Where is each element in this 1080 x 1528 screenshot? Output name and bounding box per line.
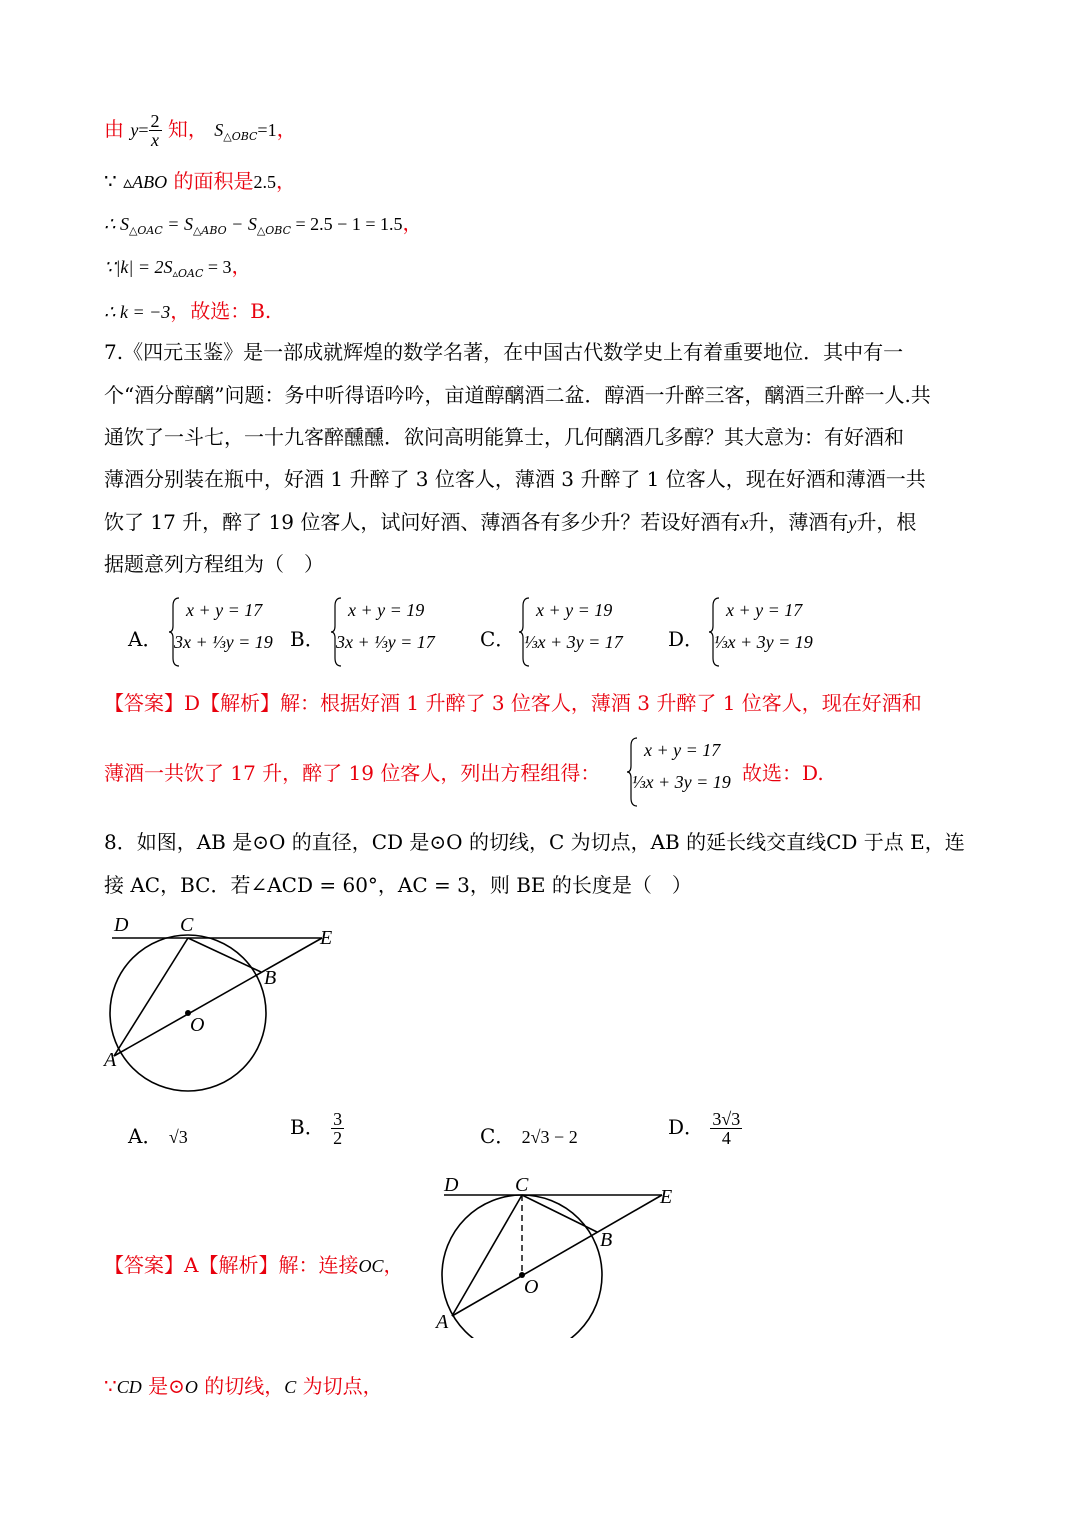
q7-option-a-label: A． bbox=[128, 627, 163, 651]
math-part: = S bbox=[162, 214, 193, 234]
option-value: 2√3 − 2 bbox=[521, 1127, 578, 1147]
math-part: = 2.5 − 1 = 1.5 bbox=[291, 214, 403, 234]
option-label: C． bbox=[480, 1124, 516, 1148]
q7-line-5 bbox=[104, 509, 916, 536]
fraction-numerator: 2 bbox=[150, 111, 160, 131]
label-e: E bbox=[320, 927, 333, 949]
math-part: ∵|k| = 2S bbox=[104, 257, 173, 277]
comma: ， bbox=[231, 254, 252, 278]
math-o: O bbox=[184, 1377, 198, 1397]
math-triangle-abo: ▵ABO bbox=[123, 172, 168, 192]
q8-answer-figure bbox=[432, 1168, 682, 1338]
text: 【答案】A【解析】解：连接 bbox=[104, 1253, 359, 1277]
math-y: y bbox=[848, 513, 857, 533]
label-a: A bbox=[436, 1311, 449, 1333]
fraction-numerator: 3 bbox=[333, 1109, 343, 1129]
equation-1: x + y = 17 bbox=[644, 740, 721, 760]
math-value: =1 bbox=[257, 120, 277, 140]
math-sub-obc: △OBC bbox=[223, 130, 258, 143]
segment-cb bbox=[188, 938, 261, 972]
segment-ac bbox=[452, 1195, 522, 1316]
q7-line-1: 7.《四元玉鉴》是一部成就辉煌的数学名著，在中国古代数学史上有着重要地位．其中有一 bbox=[104, 340, 904, 364]
math-S: S bbox=[214, 120, 224, 140]
text-zhi: 知， bbox=[167, 117, 208, 141]
math-eq: = bbox=[138, 120, 149, 140]
q7-option-a-system bbox=[168, 596, 288, 668]
q7-answer-line-2: 薄酒一共饮了 17 升，醉了 19 位客人，列出方程组得： bbox=[104, 761, 601, 785]
segment-ae bbox=[114, 938, 322, 1056]
math-c: C bbox=[284, 1377, 297, 1397]
label-b: B bbox=[264, 967, 277, 989]
math-x: x bbox=[740, 513, 749, 533]
q8-answer-line-1 bbox=[104, 1252, 403, 1279]
comma: ， bbox=[276, 117, 297, 141]
solution-line-1 bbox=[104, 112, 297, 150]
math-part: − S bbox=[226, 214, 257, 234]
equation-2: ⅓x + 3y = 19 bbox=[632, 772, 731, 792]
math-sub: △ABO bbox=[192, 224, 227, 237]
option-label: D． bbox=[668, 1115, 705, 1139]
text-area: 的面积是 bbox=[167, 169, 254, 193]
math-sub: △OBC bbox=[256, 224, 292, 237]
segment-ac bbox=[114, 938, 188, 1056]
q8-line-1: 8．如图，AB 是⊙O 的直径，CD 是⊙O 的切线，C 为切点，AB 的延长线交直线CD 于点 E，连 bbox=[104, 830, 965, 854]
q7-line-2: 个“酒分醇醨”问题：务中听得语吟吟，亩道醇醨酒二盆．醇酒一升醉三客，醨酒三升醉一人.共 bbox=[104, 383, 931, 407]
q8-answer-line-2 bbox=[104, 1373, 383, 1400]
math-sub: ▵OAC bbox=[172, 267, 204, 280]
equation-2: ⅓x + 3y = 17 bbox=[524, 632, 623, 652]
q7-answer-line-1: 【答案】D【解析】解：根据好酒 1 升醉了 3 位客人，薄酒 3 升醉了 1 位客人，现在好酒和 bbox=[104, 691, 922, 715]
label-b: B bbox=[600, 1229, 613, 1251]
q7-line-3: 通饮了一斗七，一十九客醉醺醺．欲问高明能算士，几何醨酒几多醇？其大意为：有好酒和 bbox=[104, 425, 904, 449]
equation-2: 3x + ⅓y = 19 bbox=[174, 632, 273, 652]
q7-answer-choice: 故选：D. bbox=[742, 761, 824, 785]
comma: ， bbox=[275, 169, 296, 193]
label-o: O bbox=[190, 1014, 205, 1036]
fraction-denominator: x bbox=[151, 130, 160, 150]
text: 是⊙ bbox=[141, 1374, 185, 1398]
q8-option-d bbox=[668, 1110, 742, 1147]
q7-option-c-label: C． bbox=[480, 627, 516, 651]
q7-option-b-label: B． bbox=[290, 627, 325, 651]
option-label: A． bbox=[128, 1124, 163, 1148]
fraction-2-over-x bbox=[149, 112, 162, 149]
q7-line-4: 薄酒分别装在瓶中，好酒 1 升醉了 3 位客人，薄酒 3 升醉了 1 位客人，现在好酒和薄酒一共 bbox=[104, 467, 926, 491]
equation-1: x + y = 17 bbox=[726, 600, 803, 620]
q7-option-b-system bbox=[330, 596, 450, 668]
solution-line-3 bbox=[104, 210, 422, 244]
q8-figure bbox=[100, 908, 350, 1093]
comma: ， bbox=[402, 211, 423, 235]
label-c: C bbox=[180, 914, 194, 936]
equation-2: ⅓x + 3y = 19 bbox=[714, 632, 813, 652]
text: 升，薄酒有 bbox=[748, 510, 849, 534]
q8-option-a bbox=[128, 1120, 188, 1149]
fraction-3-over-2 bbox=[331, 1110, 344, 1147]
q8-option-c bbox=[480, 1120, 578, 1149]
solution-line-2 bbox=[104, 168, 296, 195]
math-y: y bbox=[130, 120, 139, 140]
equation-2: 3x + ⅓y = 17 bbox=[336, 632, 435, 652]
math-part: ∴ k = −3 bbox=[104, 302, 171, 322]
q8-line-2: 接 AC，BC．若∠ACD = 60°，AC = 3，则 BE 的长度是（ ） bbox=[104, 873, 692, 897]
q7-answer-system bbox=[626, 736, 746, 808]
text: 升，根 bbox=[856, 510, 917, 534]
q7-option-d-label: D． bbox=[668, 627, 705, 651]
label-o: O bbox=[524, 1276, 539, 1298]
label-c: C bbox=[515, 1174, 529, 1196]
equation-1: x + y = 19 bbox=[536, 600, 613, 620]
because-symbol: ∵ bbox=[104, 169, 124, 193]
q8-option-b bbox=[290, 1110, 344, 1147]
text-answer: ，故选：B. bbox=[170, 299, 272, 323]
math-part: = 3 bbox=[203, 257, 232, 277]
label-d: D bbox=[114, 914, 129, 936]
math-sub: △OAC bbox=[128, 224, 163, 237]
fraction-numerator: 3√3 bbox=[712, 1109, 741, 1129]
text-you: 由 bbox=[104, 117, 124, 141]
solution-line-5 bbox=[104, 298, 271, 325]
math-oc: OC bbox=[358, 1256, 384, 1276]
text: 饮了 17 升，醉了 19 位客人，试问好酒、薄酒各有多少升？若设好酒有 bbox=[104, 510, 741, 534]
fraction-denominator: 4 bbox=[721, 1128, 731, 1148]
equation-1: x + y = 17 bbox=[186, 600, 263, 620]
because-symbol: ∵ bbox=[104, 1374, 117, 1398]
fraction-3root3-over-4 bbox=[710, 1110, 742, 1147]
equation-1: x + y = 19 bbox=[348, 600, 425, 620]
option-label: B． bbox=[290, 1115, 325, 1139]
q7-option-c-system bbox=[518, 596, 638, 668]
label-a: A bbox=[104, 1049, 117, 1071]
solution-line-4 bbox=[104, 253, 252, 287]
text: 为切点， bbox=[296, 1374, 383, 1398]
math-value: 2.5 bbox=[253, 172, 276, 192]
comma: ， bbox=[383, 1253, 404, 1277]
segment-cb bbox=[522, 1195, 597, 1232]
label-d: D bbox=[444, 1174, 459, 1196]
math-cd: CD bbox=[116, 1377, 142, 1397]
q7-option-d-system bbox=[708, 596, 828, 668]
q7-line-6: 据题意列方程组为（ ） bbox=[104, 552, 324, 576]
label-e: E bbox=[660, 1186, 673, 1208]
math-part: ∴ S bbox=[104, 214, 129, 234]
text: 的切线， bbox=[197, 1374, 285, 1398]
fraction-denominator: 2 bbox=[333, 1128, 343, 1148]
option-value: √3 bbox=[168, 1127, 188, 1147]
